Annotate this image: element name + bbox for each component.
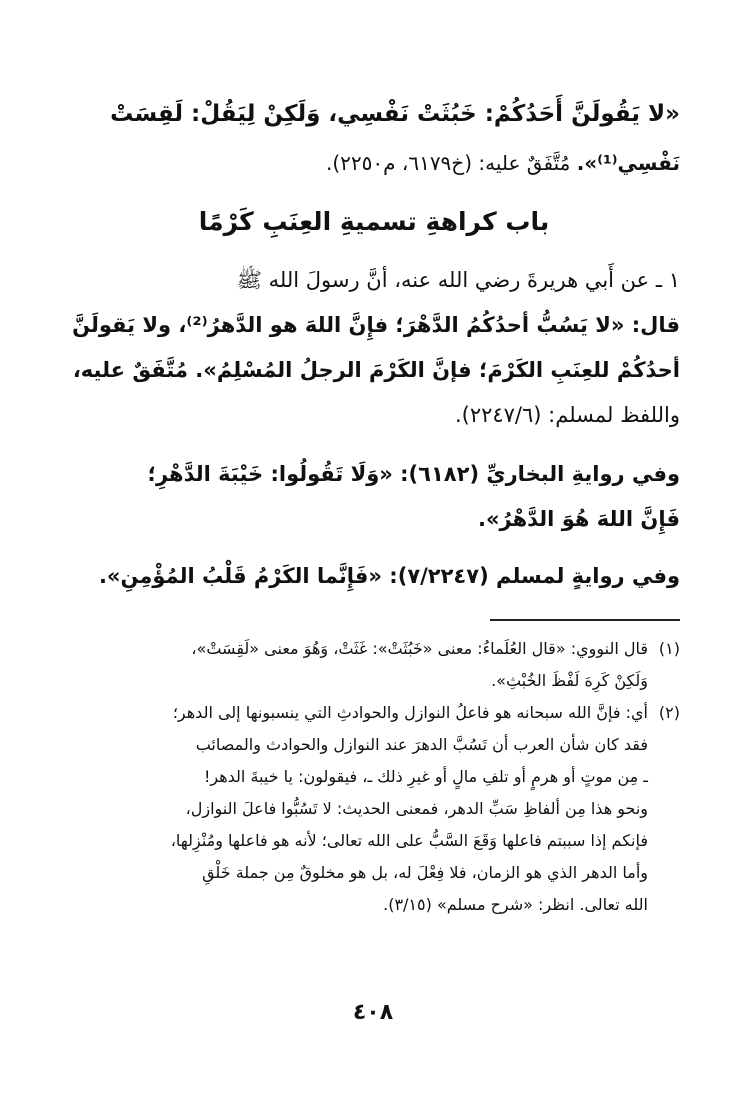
page-number: ٤٠٨ [352, 1000, 394, 1025]
hadith-1-line-1: ١ ـ عن أَبي هريرةَ رضي الله عنه، أنَّ رسولَ الله ﷺ [236, 268, 680, 292]
intro-hadith-continuation [68, 88, 680, 186]
footnote-1 [68, 633, 680, 697]
footnote-1-line-2: وَلَكِنْ كَرِهَ لَفْظَ الخُبْثِ». [491, 671, 648, 690]
intro-line-2 [68, 140, 680, 186]
footnote-2 [68, 697, 680, 921]
footnote-2-line-7: الله تعالى. انظر: «شرح مسلم» (٣/١٥). [383, 895, 648, 914]
footnote-2-line-2: فقد كان شأن العرب أن تَسُبَّ الدهرَ عند النوازل والحوادث والمصائب [195, 735, 648, 754]
footnote-1-number: (١) [658, 639, 680, 658]
intro-line-2-citation: مُتَّفَقٌ عليه: (خ٦١٧٩، م٢٢٥٠). [325, 151, 577, 175]
intro-line-2-quote: نَفْسِي⁽¹⁾». [576, 151, 680, 175]
book-page [68, 88, 680, 1048]
muslim-narration [68, 554, 680, 599]
footnote-2-line-5: فإنكم إذا سببتم فاعلها وَقَعَ السَّبُّ على الله تعالى؛ لأنه هو فاعلها ومُنْزِلها، [170, 831, 648, 850]
footnotes [68, 633, 680, 921]
bukhari-line-1: وفي روايةِ البخاريِّ (٦١٨٢): «وَلَا تَقُولُوا: خَيْبَةَ الدَّهْرِ؛ [147, 462, 680, 486]
footnote-1-text-1: قال النووي: «قال العُلَماءُ: معنى «خَبُثَتْ»: غَثَتْ، وَهُوَ معنى «لَقِسَتْ»، [191, 639, 648, 658]
hadith-1-line-4: واللفظ لمسلم: (٢٢٤٧/٦). [454, 403, 680, 427]
intro-line-1: «لا يَقُولَنَّ أَحَدُكُمْ: خَبُثَتْ نَفْسِي، وَلَكِنْ لِيَقُلْ: لَقِسَتْ [110, 101, 680, 127]
footnote-2-line-1 [68, 697, 680, 729]
footnote-2-line-6: وأما الدهر الذي هو الزمان، فلا فِعْلَ له، بل هو مخلوقٌ مِن جملة خَلْقِ [202, 863, 648, 882]
chapter-title: باب كراهةِ تسميةِ العِنَبِ كَرْمًا [198, 207, 550, 236]
footnote-2-line-4: ونحو هذا مِن ألفاظِ سَبِّ الدهر، فمعنى الحديث: لا تَسُبُّوا فاعلَ النوازل، [185, 799, 648, 818]
footnote-2-number: (٢) [658, 703, 680, 722]
footnote-2-line-3: ـ مِن موتٍ أو هرمٍ أو تلفِ مالٍ أو غيرِ ذلك ـ، فيقولون: يا خيبةَ الدهر! [203, 767, 648, 786]
bukhari-line-2: فَإِنَّ اللهَ هُوَ الدَّهْرُ». [478, 507, 680, 531]
footnote-2-text-1: أي: فإنَّ الله سبحانه هو فاعلُ النوازل والحوادثِ التي ينسبونها إلى الدهر؛ [172, 703, 648, 722]
footnote-1-line-1 [68, 633, 680, 665]
hadith-1-line-2: قال: «لا يَسُبُّ أحدُكُمُ الدَّهْرَ؛ فإِنَّ اللهَ هو الدَّهرُ⁽²⁾، ولا يَقولَنَّ [72, 313, 680, 337]
muslim-line-1: وفي روايةٍ لمسلم (٧/٢٢٤٧): «فَإِنَّما الكَرْمُ قَلْبُ المُؤْمِنِ». [98, 564, 680, 588]
hadith-1-line-3: أحدُكُمْ للعِنَبِ الكَرْمَ؛ فإنَّ الكَرْمَ الرجلُ المُسْلِمُ». مُتَّفَقٌ عليه، [72, 358, 680, 382]
hadith-1 [68, 258, 680, 438]
bukhari-narration [68, 452, 680, 542]
footnote-separator [490, 619, 680, 621]
